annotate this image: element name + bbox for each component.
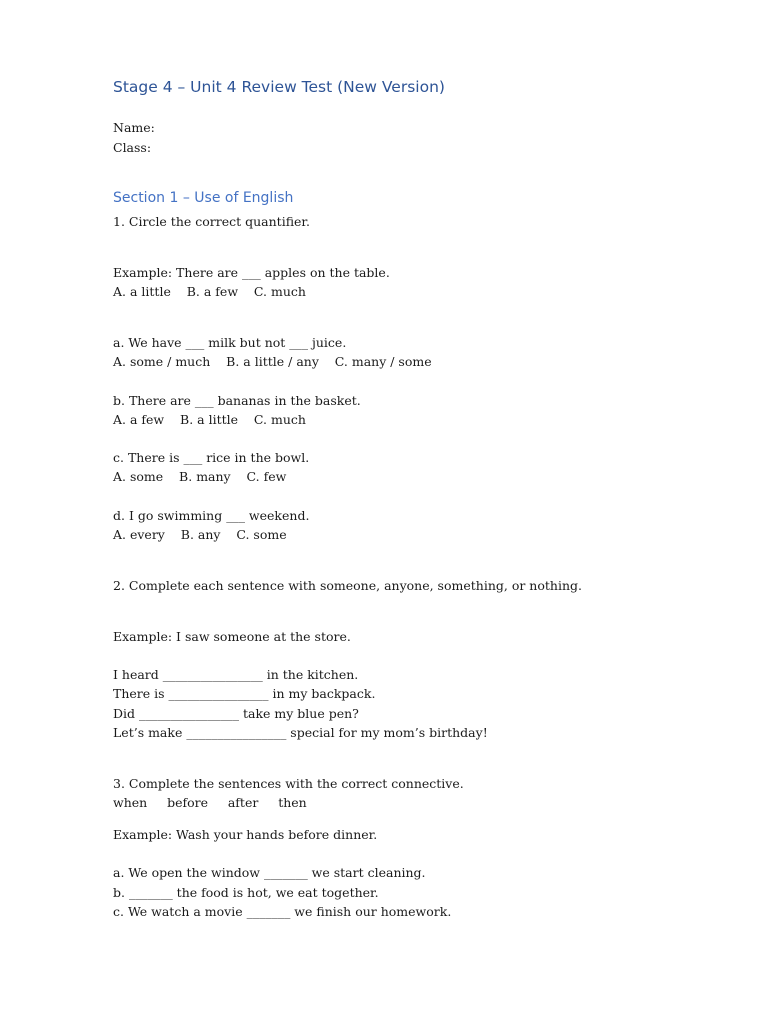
q2-item-4: Let’s make ________________ special for my mom’s birthday! (113, 725, 488, 740)
q3-example: Example: Wash your hands before dinner. (113, 827, 378, 842)
q3a-sentence: a. We open the window _______ we start cleaning. (113, 865, 426, 880)
q1b-options: A. a few B. a little C. much (113, 412, 306, 427)
q2-item-2: There is ________________ in my backpack. (113, 686, 376, 701)
q1d-options: A. every B. any C. some (113, 527, 287, 542)
q3-word-bank: when before after then (113, 795, 307, 810)
q1-instruction: 1. Circle the correct quantifier. (113, 214, 311, 229)
q1a-options: A. some / much B. a little / any C. many / some (113, 354, 432, 369)
q1d-sentence: d. I go swimming ___ weekend. (113, 508, 310, 523)
q1c-options: A. some B. many C. few (113, 469, 287, 484)
q1-example-sentence: Example: There are ___ apples on the table. (113, 265, 390, 280)
q1a-sentence: a. We have ___ milk but not ___ juice. (113, 335, 347, 350)
q1-example-options: A. a little B. a few C. much (113, 284, 306, 299)
q2-example: Example: I saw someone at the store. (113, 629, 351, 644)
q3c-sentence: c. We watch a movie _______ we finish our homework. (113, 904, 452, 919)
class-field-label: Class: (113, 140, 152, 155)
q2-item-1: I heard ________________ in the kitchen. (113, 667, 359, 682)
q2-item-3: Did ________________ take my blue pen? (113, 706, 359, 721)
document-title: Stage 4 – Unit 4 Review Test (New Version) (113, 78, 445, 96)
q2-instruction: 2. Complete each sentence with someone, anyone, something, or nothing. (113, 578, 582, 593)
section-1-heading: Section 1 – Use of English (113, 190, 294, 206)
q3b-sentence: b. _______ the food is hot, we eat together. (113, 885, 379, 900)
q3-instruction: 3. Complete the sentences with the correct connective. (113, 776, 464, 791)
q1c-sentence: c. There is ___ rice in the bowl. (113, 450, 310, 465)
q1b-sentence: b. There are ___ bananas in the basket. (113, 393, 361, 408)
name-field-label: Name: (113, 120, 155, 135)
